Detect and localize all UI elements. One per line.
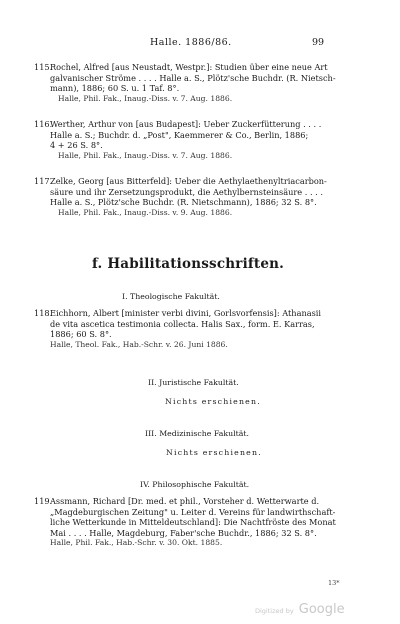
entry-line: Rochel, Alfred [aus Neustadt, Westpr.]: Studien über eine neue Art [50,62,328,72]
header-title: Halle. 1886/86. [150,37,232,48]
entry-line: „Magdeburgischen Zeitung" u. Leiter d. Vereins für landwirthschaft- [50,506,336,517]
entry-line: Halle a. S.; Buchdr. d. „Post", Kaemmerer & Co., Berlin, 1886; [50,129,309,140]
entry-line: 1886; 60 S. 8°. [50,329,112,340]
section-title: f. Habilitationsschriften. [92,256,285,272]
entry-note: Halle, Phil. Fak., Inaug.-Diss. v. 9. Aug. 1886. [58,207,233,217]
entry-line: 4 + 26 S. 8°. [50,140,103,151]
nothing-published-note: Nichts erschienen. [165,397,261,406]
bibliography-entry [34,176,334,218]
entry-number: 115. [34,62,53,72]
page-number: 99 [312,37,325,48]
bibliography-entry [34,62,334,104]
entry-number: 119. [34,496,53,506]
bibliography-entry [34,496,334,549]
nothing-published-note: Nichts erschienen. [166,448,262,457]
faculty-heading: IV. Philosophische Fakultät. [140,480,250,489]
entry-line: galvanischer Ströme . . . . Halle a. S., Plötz'sche Buchdr. (R. Nietsch- [50,72,336,83]
entry-line: Zelke, Georg [aus Bitterfeld]: Ueber die Aethylaethenyltriacarbon- [50,176,327,186]
digitization-watermark [255,598,345,617]
faculty-heading: I. Theologische Fakultät. [122,292,220,301]
faculty-heading: III. Medizinische Fakultät. [145,429,250,438]
entry-line: de vita ascetica testimonia collecta. Halis Sax., form. E. Karras, [50,318,315,329]
entry-number: 116. [34,119,53,129]
entry-note: Halle, Theol. Fak., Hab.-Schr. v. 26. Juni 1886. [50,339,228,349]
bibliography-entry [34,308,334,350]
entry-line: säure und ihr Zersetzungsprodukt, die Aethylbernsteinsäure . . . . [50,186,323,197]
entry-line: Werther, Arthur von [aus Budapest]: Ueber Zuckerfütterung . . . . [50,119,322,129]
entry-note: Halle, Phil. Fak., Hab.-Schr. v. 30. Okt. 1885. [50,538,223,548]
entry-line: Assmann, Richard [Dr. med. et phil., Vorsteher d. Wetterwarte d. [50,496,320,506]
entry-note: Halle, Phil. Fak., Inaug.-Diss. v. 7. Aug. 1886. [58,150,233,160]
faculty-heading: II. Juristische Fakultät. [148,378,239,387]
entry-line: liche Wetterkunde in Mitteldeutschland]: Die Nachtfröste des Monat [50,517,336,528]
signature-mark: 13* [328,579,340,587]
entry-note: Halle, Phil. Fak., Inaug.-Diss. v. 7. Aug. 1886. [58,93,233,103]
entry-line: Eichhorn, Albert [minister verbi divini, Gorlsvorfensis]: Athanasii [50,308,322,318]
entry-line: Halle a. S., Plötz'sche Buchdr. (R. Nietschmann), 1886; 32 S. 8°. [50,197,317,208]
entry-number: 117. [34,176,53,186]
watermark-prefix: Digitized by [255,607,294,615]
entry-number: 118. [34,308,53,318]
entry-line: Mai . . . . Halle, Magdeburg, Faber'sche Buchdr., 1886; 32 S. 8°. [50,527,317,538]
bibliography-entry [34,119,334,161]
entry-line: mann), 1886; 60 S. u. 1 Taf. 8°. [50,83,180,94]
watermark-brand: Google [298,602,345,617]
